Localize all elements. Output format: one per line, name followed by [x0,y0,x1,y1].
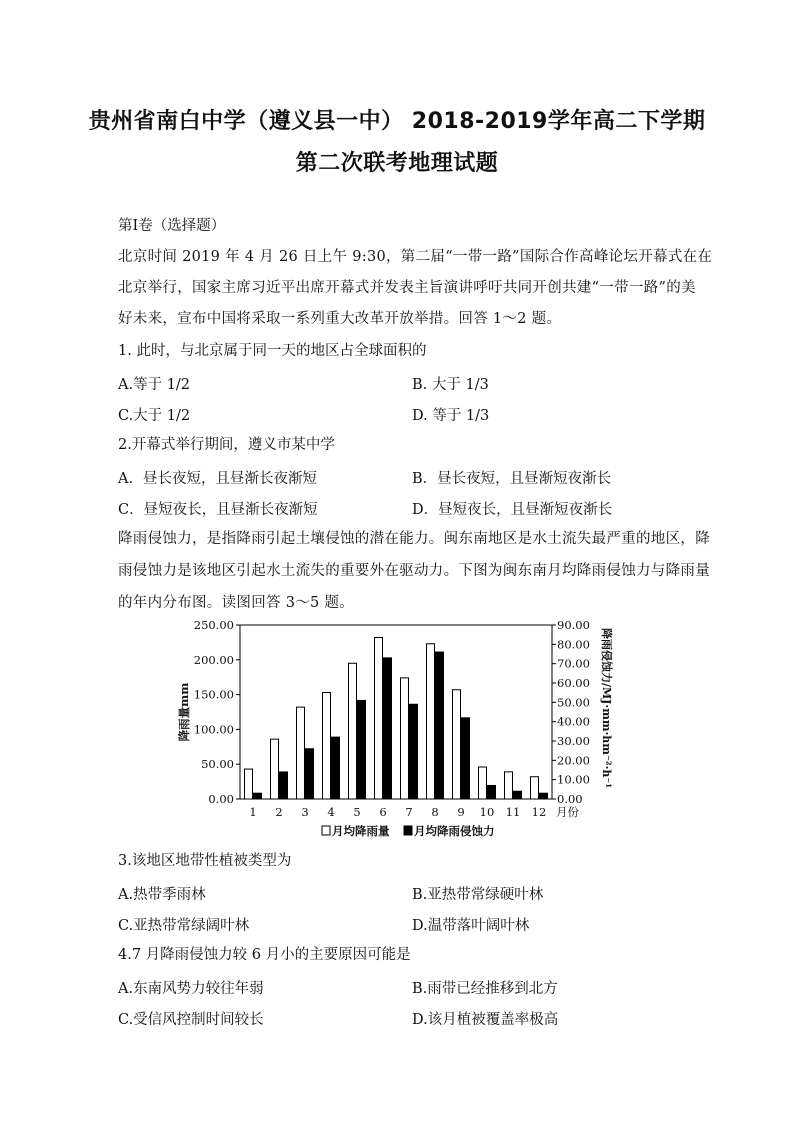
y-left-tick-label: 0.00 [208,792,234,806]
y-right-tick-label: 0.00 [557,792,583,806]
x-tick-label: 2 [275,805,283,819]
question-1-option-b: B. 大于 1/3 [412,377,489,393]
y-left-tick-label: 100.00 [193,722,234,737]
bar-erosivity [254,793,262,799]
bar-erosivity [514,791,522,799]
y-right-tick-label: 70.00 [557,656,590,671]
bar-erosivity [436,652,444,799]
bar-erosivity [540,793,548,799]
y-right-tick-label: 50.00 [557,695,590,710]
y-left-tick-label: 50.00 [201,757,234,772]
bar-rainfall [375,638,383,799]
y-right-tick-label: 20.00 [557,753,590,768]
y-right-tick-label: 10.00 [557,772,590,787]
passage2-line3: 的年内分布图。读图回答 3～5 题。 [118,595,355,611]
x-tick-label: 10 [479,805,495,819]
chart-bars [245,638,548,799]
legend-label-erosivity: 月均降雨侵蚀力 [414,824,495,838]
question-4-option-c: C.受信风控制时间较长 [118,1012,264,1028]
chart-labels [177,618,614,819]
x-tick-label: 8 [431,805,439,819]
x-tick-label: 12 [531,805,547,819]
bar-rainfall [479,767,487,799]
y-right-tick-label: 60.00 [557,676,590,690]
question-2-option-b: B．昼长夜短，且昼渐短夜渐长 [412,471,612,487]
bar-rainfall [505,772,513,799]
question-1-option-c: C.大于 1/2 [118,408,191,424]
bar-erosivity [410,704,418,799]
x-tick-label: 9 [457,805,465,819]
legend-label-rainfall: 月均降雨量 [332,824,390,838]
question-3-option-a: A.热带季雨林 [118,887,206,903]
question-2-option-d: D．昼短夜长，且昼渐短夜渐长 [412,502,613,518]
question-2-stem: 2.开幕式举行期间，遵义市某中学 [118,437,335,453]
passage1-line2: 北京举行，国家主席习近平出席开幕式并发表主旨演讲呼吁共同开创共建“一带一路”的美 [118,280,696,296]
y-left-tick-label: 150.00 [193,687,234,702]
question-1-stem: 1. 此时，与北京属于同一天的地区占全球面积的 [118,343,427,359]
bar-rainfall [271,739,279,799]
y-right-tick-label: 90.00 [557,618,590,632]
question-3-option-c: C.亚热带常绿阔叶林 [118,918,250,934]
question-3-option-b: B.亚热带常绿硬叶林 [412,887,544,903]
question-2-option-c: C．昼短夜长，且昼渐长夜渐短 [118,502,318,518]
document-title-line2: 第二次联考地理试题 [295,151,499,176]
x-tick-label: 5 [353,805,361,819]
x-tick-label: 11 [505,805,521,819]
rainfall-erosivity-chart [172,614,620,846]
bar-rainfall [297,707,305,799]
bar-rainfall [349,663,357,799]
chart-canvas [172,614,620,846]
x-axis-unit-label: 月份 [556,805,579,819]
question-1-option-a: A.等于 1/2 [118,377,191,393]
y-right-tick-label: 40.00 [557,714,590,729]
y-left-tick-label: 200.00 [193,652,234,667]
question-4-stem: 4.7 月降雨侵蚀力较 6 月小的主要原因可能是 [118,947,411,963]
y-right-axis-title: 降雨侵蚀力/MJ·mm·hm⁻²·h⁻¹ [600,627,613,789]
x-tick-label: 3 [301,805,309,819]
y-right-tick-label: 30.00 [557,734,590,748]
bar-erosivity [462,718,470,799]
question-4-option-d: D.该月植被覆盖率极高 [412,1012,559,1028]
bar-rainfall [323,693,331,799]
chart-legend [322,824,495,838]
passage2-line1: 降雨侵蚀力，是指降雨引起土壤侵蚀的潜在能力。闽东南地区是水土流失最严重的地区，降 [118,531,710,547]
question-3-option-d: D.温带落叶阔叶林 [412,918,530,934]
question-3-stem: 3.该地区地带性植被类型为 [118,853,292,869]
y-right-tick-label: 80.00 [557,637,590,652]
x-tick-label: 4 [327,805,335,819]
bar-erosivity [358,700,366,799]
bar-erosivity [384,658,392,799]
question-1-option-d: D. 等于 1/3 [412,408,490,424]
passage1-line3: 好未来，宣布中国将采取一系列重大改革开放举措。回答 1～2 题。 [118,311,562,327]
bar-rainfall [245,769,253,799]
y-left-axis-title: 降雨量mm [177,682,191,742]
bar-erosivity [306,749,314,799]
bar-rainfall [453,690,461,799]
question-4-option-a: A.东南风势力较往年弱 [118,981,264,997]
passage1-line1: 北京时间 2019 年 4 月 26 日上午 9:30，第二届“一带一路”国际合作高峰论坛开幕式在在 [118,249,713,265]
x-tick-label: 6 [379,805,387,819]
question-2-option-a: A．昼长夜短，且昼渐长夜渐短 [118,471,317,487]
bar-rainfall [531,777,539,799]
document-title-line1: 贵州省南白中学（遵义县一中） 2018-2019学年高二下学期 [88,109,706,134]
x-tick-label: 1 [249,805,257,819]
y-left-tick-label: 250.00 [193,618,234,632]
bar-erosivity [488,785,496,799]
question-4-option-b: B.雨带已经推移到北方 [412,981,558,997]
bar-erosivity [280,772,288,799]
bar-rainfall [427,644,435,799]
legend-swatch-rainfall [322,826,330,835]
section-label: 第Ⅰ卷（选择题） [118,218,226,234]
bar-rainfall [401,678,409,799]
bar-erosivity [332,737,340,799]
passage2-line2: 雨侵蚀力是该地区引起水土流失的重要外在驱动力。下图为闽东南月均降雨侵蚀力与降雨量 [118,563,710,579]
legend-swatch-erosivity [404,826,412,835]
x-tick-label: 7 [405,805,413,819]
